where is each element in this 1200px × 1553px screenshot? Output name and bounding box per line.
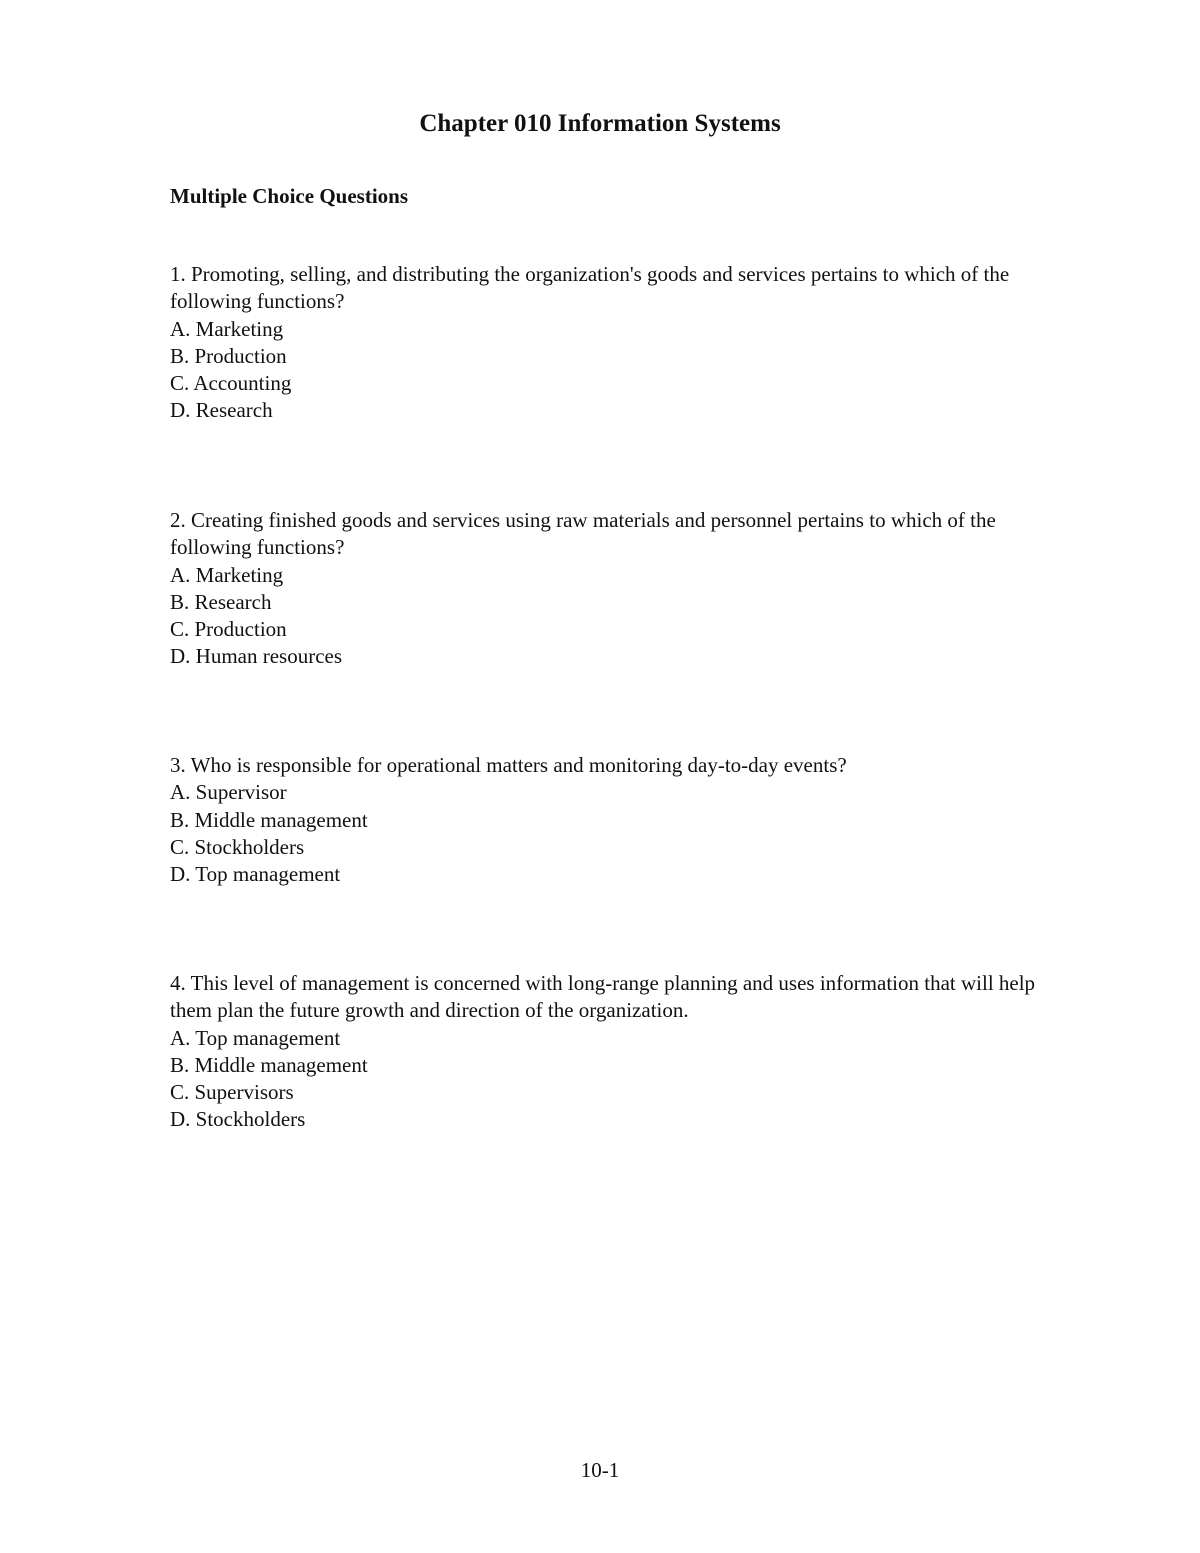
- answer-options: [170, 1025, 1070, 1134]
- option-b: B. Research: [170, 589, 272, 614]
- question-1: [170, 261, 1070, 425]
- option-b: B. Production: [170, 343, 287, 368]
- option-c: C. Stockholders: [170, 834, 305, 859]
- answer-options: [170, 562, 1070, 671]
- question-2: [170, 507, 1070, 671]
- option-d: D. Top management: [170, 862, 341, 887]
- option-a: A. Supervisor: [170, 780, 287, 805]
- option-d: D. Stockholders: [170, 1107, 306, 1132]
- option-a: A. Marketing: [170, 562, 284, 587]
- page-number: 10-1: [580, 1458, 620, 1482]
- page-title: Chapter 010 Information Systems: [419, 110, 781, 137]
- option-d: D. Human resources: [170, 644, 343, 669]
- answer-options: [170, 779, 1070, 888]
- option-b: B. Middle management: [170, 807, 368, 832]
- question-3: [170, 752, 1070, 888]
- option-a: A. Marketing: [170, 316, 284, 341]
- option-c: C. Accounting: [170, 371, 292, 396]
- section-heading: Multiple Choice Questions: [170, 184, 409, 208]
- option-b: B. Middle management: [170, 1052, 368, 1077]
- option-a: A. Top management: [170, 1025, 341, 1050]
- option-d: D. Research: [170, 398, 273, 423]
- question-text: 4. This level of management is concerned with long-range planning and uses information that will help them plan the future growth and direction of the organization.: [170, 971, 1036, 1023]
- option-c: C. Supervisors: [170, 1080, 294, 1105]
- question-text: 2. Creating finished goods and services using raw materials and personnel pertains to which of the following functions?: [170, 508, 996, 560]
- option-c: C. Production: [170, 617, 287, 642]
- question-text: 3. Who is responsible for operational matters and monitoring day-to-day events?: [170, 753, 847, 777]
- question-4: [170, 970, 1070, 1134]
- question-text: 1. Promoting, selling, and distributing the organization's goods and services pertains to which of the following functions?: [170, 262, 1010, 314]
- answer-options: [170, 316, 1070, 425]
